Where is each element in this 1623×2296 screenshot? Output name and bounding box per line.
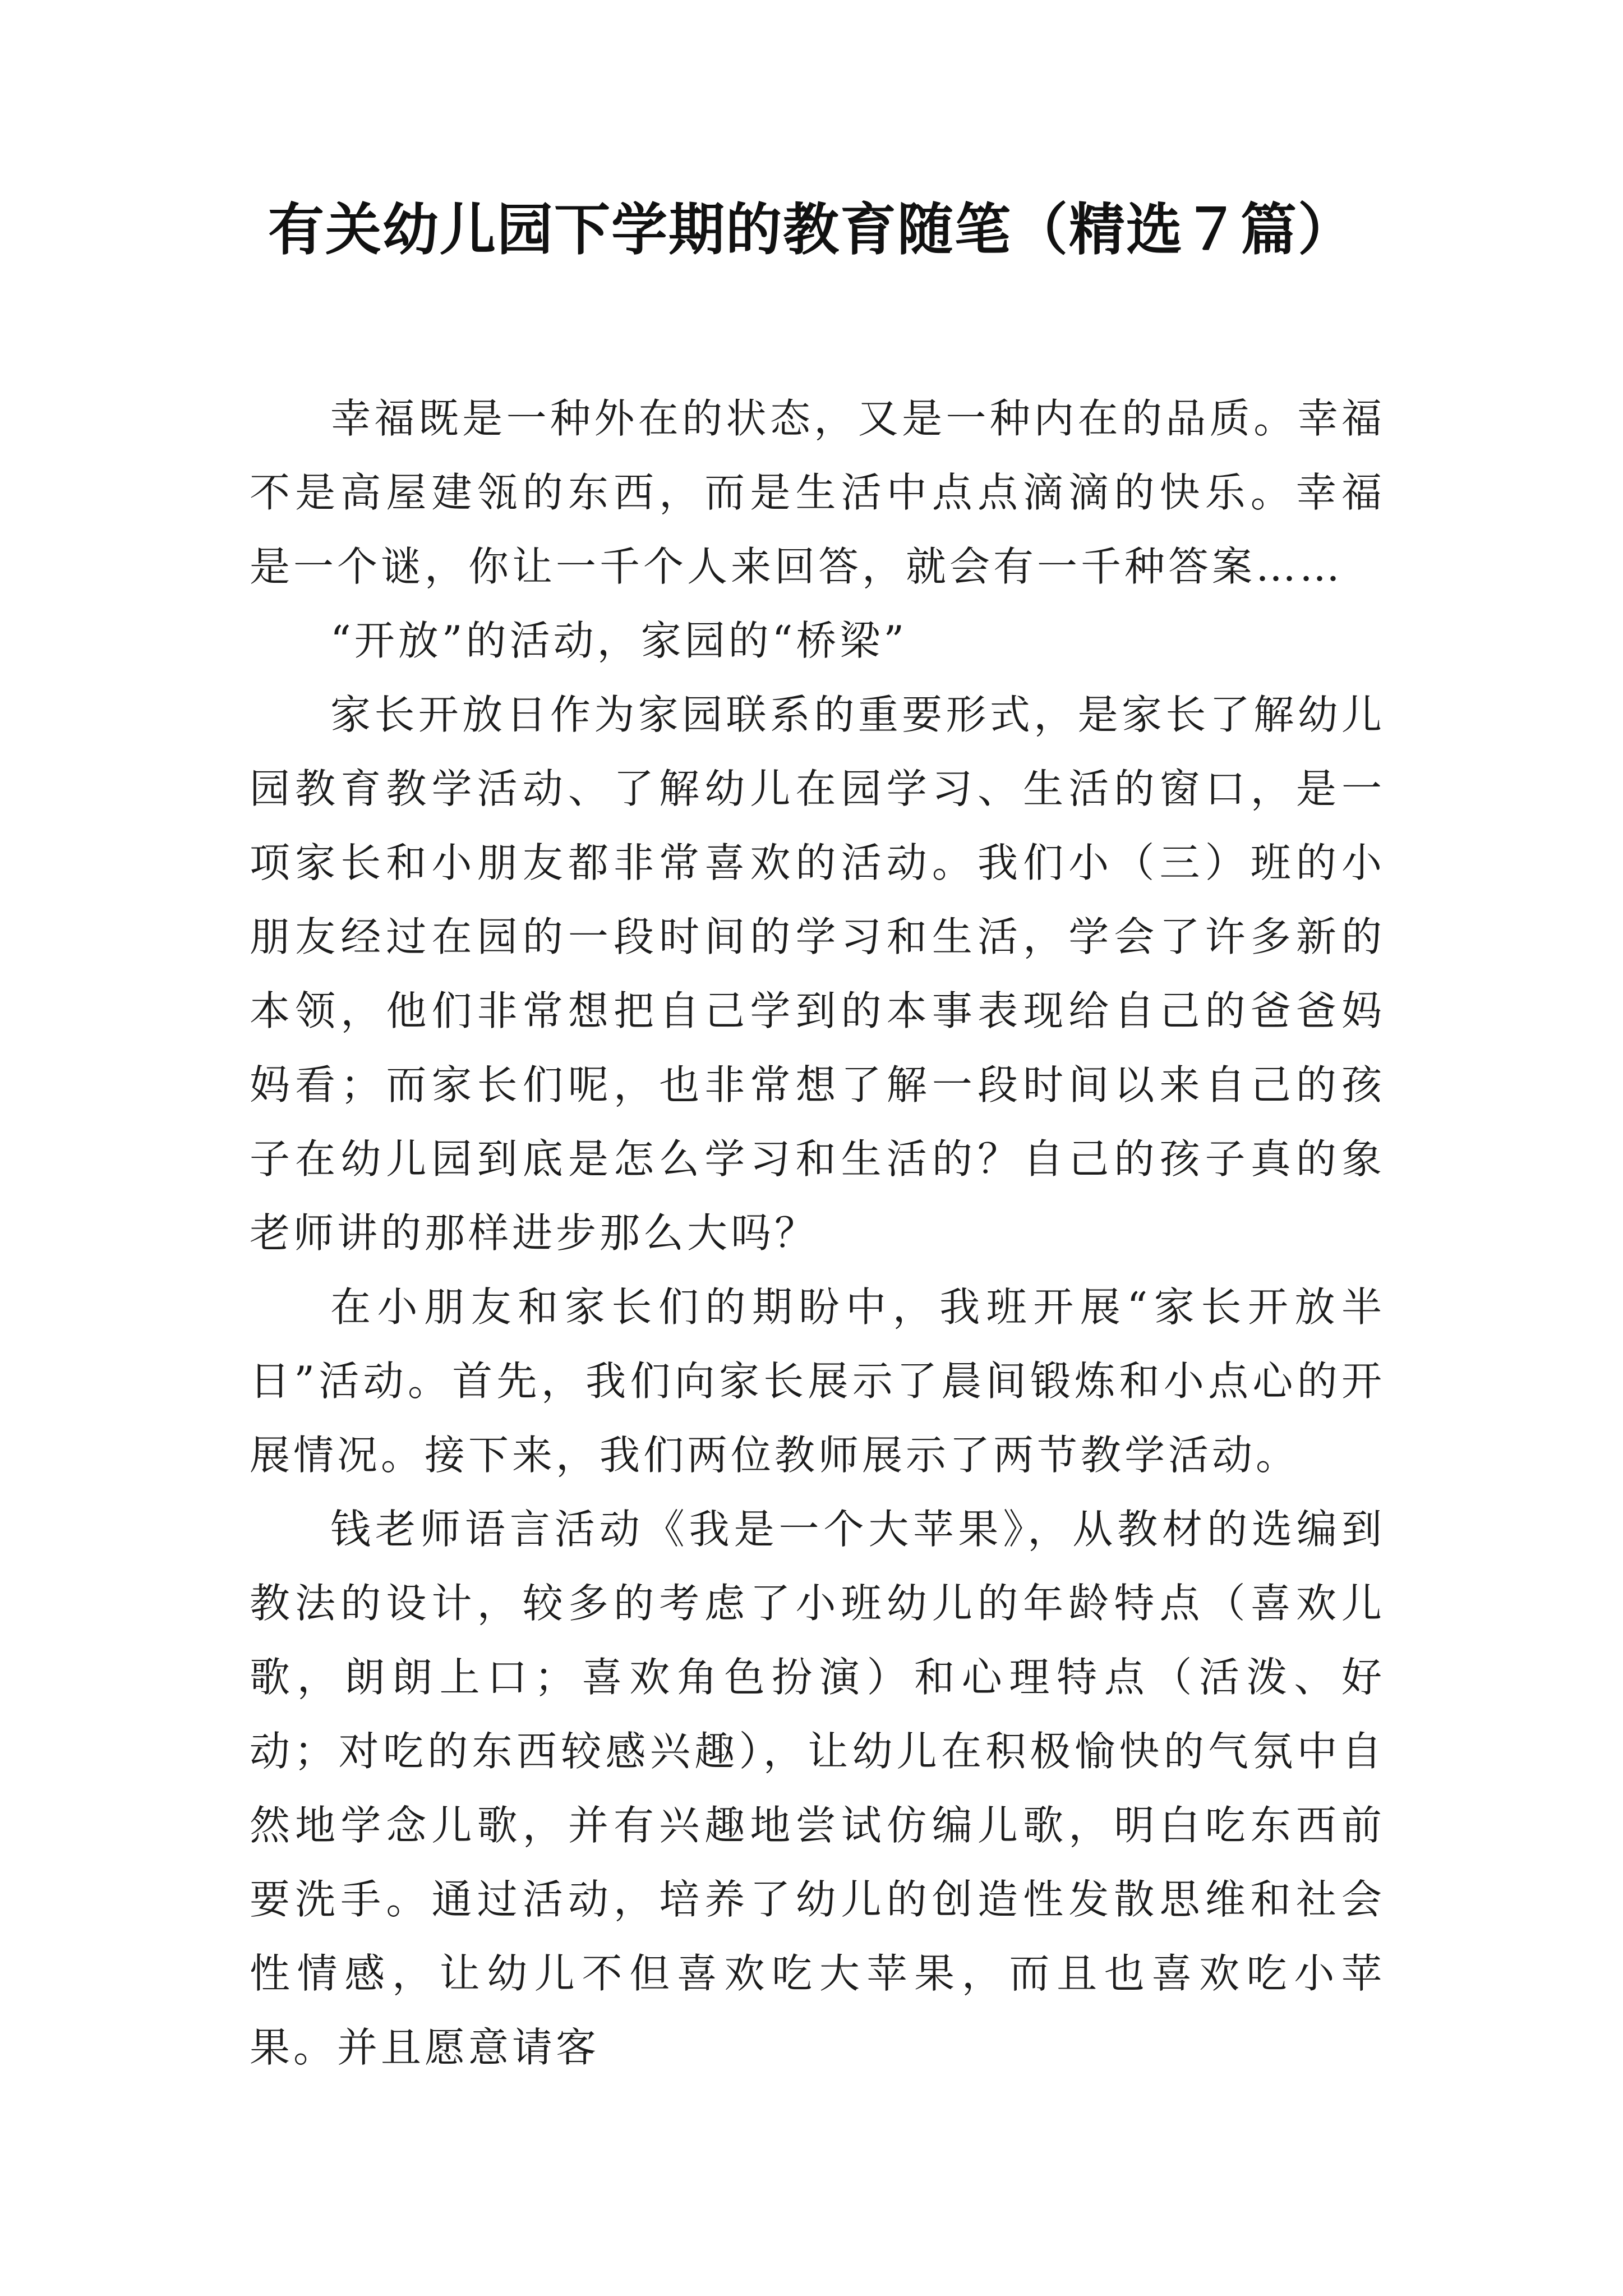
document-title: 有关幼儿园下学期的教育随笔（精选７篇）	[268, 197, 1355, 263]
document-body	[250, 381, 1385, 2085]
paragraph-half-day-activity: 在小朋友和家长们的期盼中，我班开展“家长开放半日”活动。首先，我们向家长展示了晨间锻炼和小点心的开展情况。接下来，我们两位教师展示了两节教学活动。	[250, 1283, 1385, 1479]
paragraph-subheading: “开放”的活动，家园的“桥梁”	[330, 617, 908, 664]
paragraph-language-activity: 钱老师语言活动《我是一个大苹果》，从教材的选编到教法的设计，较多的考虑了小班幼儿的年龄特点（喜欢儿歌，朗朗上口；喜欢角色扮演）和心理特点（活泼、好动；对吃的东西较感兴趣），让幼儿在积极愉快的气氛中自然地学念儿歌，并有兴趣地尝试仿编儿歌，明白吃东西前要洗手。通过活动，培养了幼儿的创造性发散思维和社会性情感，让幼儿不但喜欢吃大苹果，而且也喜欢吃小苹果。并且愿意请客	[250, 1506, 1385, 2071]
paragraph-intro: 幸福既是一种外在的状态，又是一种内在的品质。幸福不是高屋建瓴的东西，而是生活中点点滴滴的快乐。幸福是一个谜，你让一千个人来回答，就会有一千种答案……	[250, 395, 1385, 590]
paragraph-open-day: 家长开放日作为家园联系的重要形式，是家长了解幼儿园教育教学活动、了解幼儿在园学习、生活的窗口，是一项家长和小朋友都非常喜欢的活动。我们小（三）班的小朋友经过在园的一段时间的学习和生活，学会了许多新的本领，他们非常想把自己学到的本事表现给自己的爸爸妈妈看；而家长们呢，也非常想了解一段时间以来自己的孩子在幼儿园到底是怎么学习和生活的？自己的孩子真的象老师讲的那样进步那么大吗？	[250, 691, 1385, 1257]
